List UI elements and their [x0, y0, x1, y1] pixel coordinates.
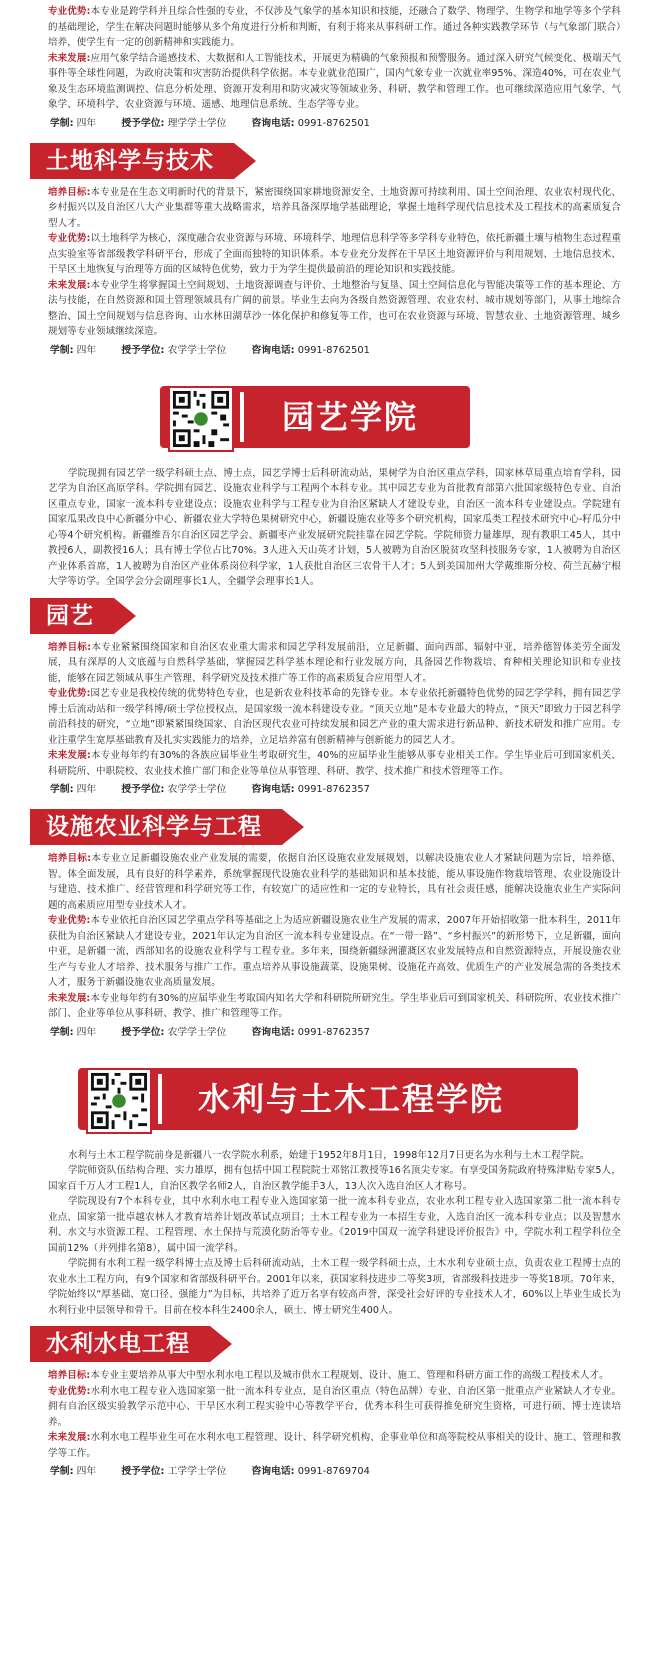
qr-code-icon	[168, 386, 234, 452]
college-banner	[0, 376, 649, 458]
paragraph: 水利与土木工程学院前身是新疆八一农学院水利系，始建于1952年8月1日，1998年12月7日更名为水利与土木工程学院。	[68, 1149, 590, 1161]
meta-key: 咨询电话:	[251, 1026, 295, 1038]
meta-value: 四年	[76, 784, 97, 795]
meta-row	[0, 1022, 649, 1044]
meta-value: 0991-8769704	[297, 1466, 370, 1477]
label: 专业优势:	[48, 233, 91, 244]
paragraph	[0, 1368, 649, 1384]
text: 园艺专业是我校传统的优势特色专业，也是新农业科技革命的先锋专业。本专业依托新疆特色优势的园艺学学科，拥有园艺学博士后流动站和一级学科博/硕士学位授权点，是国家级一流本科建设专业。“顶天立地”是本专业最大的特点，“顶天”即致力于园艺科学前沿科技的研究，“立地”即紧紧围绕国家、自治区现代农业可持续发展和园艺产业的重大需求进行新品种、新技术研发和推广应用。专业注重学生宽厚基础教育及扎实实践能力的培养，立足培养富有创新精神与创新能力的园艺人才。	[48, 688, 621, 746]
paragraph: 学院现设有7个本科专业，其中水利水电工程专业入选国家第一批一流本科专业点，农业水利工程专业入选国家第二批一流本科专业点、国家第一批卓越农林人才教育培养计划改革试点项目；土木工程专业为一本招生专业，入选自治区一流本科专业点；以及智慧水利、水文与水资源工程、工程管理、水土保持与荒漠化防治等专业。《2019中国双一流学科建设评价报告》中，学院水利工程学科位全国前12%（并列排名第8），属中国一流学科。	[48, 1196, 621, 1254]
meta-key: 学制:	[50, 117, 74, 129]
meta-value: 农学学士学位	[167, 1026, 227, 1038]
meta-value: 0991-8762501	[297, 344, 370, 356]
label: 未来发展:	[48, 279, 91, 291]
text: 本专业是在生态文明新时代的背景下，紧密围绕国家耕地资源安全、土地资源可持续利用、国土空间治理、农业农村现代化、乡村振兴以及自治区八大产业集群等重大战略需求，培养具备深厚地学基础理论，掌握土地科学现代信息技术及工程技术的高素质复合型人才。	[48, 186, 621, 229]
meta-key: 咨询电话:	[251, 784, 295, 795]
text: 应用气象学结合遥感技术、大数据和人工智能技术，开展更为精确的气象预报和预警服务。通过深入研究气候变化、极端天气事件等全球性问题，为政府决策和灾害防治提供科学依据。本专业就业范围广，国内气象专业一次就业率95%、深造40%，可在农业气象及生态环境监测调控、信息分析处理、资源开发利用和防灾减灾等领域业务、科研、教学和管理工作。也可继续深造应用气象学、气象学、环境科学、农业资源与环境、遥感、地理信息系统、生态学等专业。	[48, 52, 621, 110]
college-name: 园艺学院	[282, 397, 419, 436]
text: 本专业每年约有30%的应届毕业生考取国内知名大学和科研院所研究生。学生毕业后可到国家机关、科研院所、农业技术推广部门、企业等单位从事科研、教学、推广和管理等工作。	[48, 992, 621, 1019]
text: 水利水电工程毕业生可在水利水电工程管理、设计、科学研究机构、企事业单位和高等院校从事相关的设计、施工、管理和教学等工作。	[48, 1432, 621, 1459]
paragraph	[0, 748, 649, 779]
label: 培养目标:	[48, 1370, 91, 1381]
paragraph	[0, 686, 649, 748]
meta-value: 0991-8762357	[297, 784, 370, 795]
meta-key: 学制:	[50, 344, 74, 356]
text: 以土地科学为核心，深度融合农业资源与环境、环境科学、地理信息科学等多学科专业特色，依托新疆土壤与植物生态过程重点实验室等省部级教学科研平台，形成了全面而独特的知识体系。本专业充分发挥在干旱区土地资源评价与利用规划、土地信息技术、干旱区土地恢复与治理等方面的区域特色优势，致力于为学生提供最前沿的理论知识和实践技能。	[48, 233, 621, 275]
paragraph	[0, 4, 649, 51]
banner-separator	[240, 392, 244, 442]
meta-value: 四年	[76, 1466, 97, 1477]
paragraph	[0, 851, 649, 913]
college-banner	[0, 1058, 649, 1140]
paragraph	[0, 278, 649, 340]
paragraph: 学院现拥有园艺学一级学科硕士点、博士点，园艺学博士后科研流动站，果树学为自治区重点学科，国家林草局重点培育学科，园艺学为自治区高原学科。学院拥有园艺、设施农业科学与工程两个本科专业。其中园艺专业为首批教育部第六批国家级特色专业、自治区重点专业，国家一流本科专业建设点；设施农业科学与工程专业为自治区紧缺人才建设专业，自治区一流本科专业建设点。学院建有国家瓜果改良中心新疆分中心、新疆农业大学特色果树研究中心，新疆设施农业等多个研究机构，国家瓜类工程技术研究中心-籽瓜分中心等4个研究机构。新疆维吾尔自治区园艺学会、新疆枣产业发展研究院挂靠在园艺学院。学院师资力量雄厚，现有教职工45人，其中教授6人，副教授16人；具有博士学位占比70%。3人进入天山英才计划，5人被聘为自治区脱贫攻坚科技服务专家，1人被聘为自治区产业体系首席，1人被聘为自治区产业体系岗位科学家，1人获批自治区三农骨干人才；5人到美国加州大学戴维斯分校、荷兰瓦赫宁根大学等访学。全国学会分会副理事长1人，全疆学会理事长1人。	[48, 467, 621, 587]
label: 专业优势:	[48, 1385, 91, 1397]
paragraph	[0, 1384, 649, 1431]
text: 本专业立足新疆设施农业产业发展的需要，依据自治区设施农业发展规划，以解决设施农业人才紧缺问题为宗旨，培养德、智、体全面发展，具有良好的科学素养，系统掌握现代设施农业科学的基础知识和基本技能，能从事设施作物栽培管理、农业设施设计与建造、技术推广、经营管理和科学研究等工作，有较宽广的适应性和一定的专业特长，具有社会责任感，能解决设施农业生产实际问题的高素质应用型专业技术人才。	[48, 853, 621, 911]
paragraph	[0, 913, 649, 991]
text: 本专业主要培养从事大中型水利水电工程以及城市供水工程规划、设计、施工、管理和科研方面工作的高级工程技术人才。	[90, 1370, 609, 1381]
banner-separator	[158, 1074, 162, 1124]
meta-row	[0, 779, 649, 801]
meta-value: 0991-8762501	[297, 117, 370, 129]
major-title: 园艺	[30, 598, 114, 634]
meta-key: 授予学位:	[121, 1466, 165, 1477]
text: 本专业是跨学科并且综合性强的专业，不仅涉及气象学的基本知识和技能，还融合了数学、物理学、生物学和地学等多个学科的基础理论，学生在解决问题时能够从多个角度进行分析和判断，有利于将来从事科研工作。通过各种实践教学环节（与气象部门联合）培养，使学生有一定的创新精神和实践能力。	[48, 6, 621, 48]
text: 本专业紧紧围绕国家和自治区农业重大需求和园艺学科发展前沿，立足新疆、面向西部、辐射中亚，培养德智体美劳全面发展，具有深厚的人文底蕴与自然科学基础，掌握园艺科学基本理论和行业发展方向，具备园艺作物栽培、育种相关理论知识和专业技能，能够在园艺领域从事生产管理、科学研究及技术推广等工作的高素质复合应用型人才。	[48, 641, 621, 684]
label: 专业优势:	[48, 915, 91, 926]
major-title: 土地科学与技术	[30, 143, 234, 179]
meta-key: 授予学位:	[121, 784, 165, 795]
meta-value: 理学学士学位	[167, 117, 227, 129]
paragraph	[0, 185, 649, 232]
meta-key: 授予学位:	[121, 1026, 165, 1038]
meta-value: 农学学士学位	[167, 784, 227, 795]
major-title: 设施农业科学与工程	[30, 809, 282, 845]
meta-value: 四年	[76, 344, 97, 356]
label: 专业优势:	[48, 688, 91, 699]
label: 未来发展:	[48, 750, 91, 761]
meta-row	[0, 340, 649, 362]
meta-key: 学制:	[50, 1466, 74, 1477]
label: 培养目标:	[48, 186, 91, 198]
meta-value: 四年	[76, 1026, 97, 1038]
qr-code-graphic	[170, 388, 232, 450]
label: 培养目标:	[48, 853, 92, 864]
meta-value: 四年	[76, 117, 97, 129]
text: 本专业学生将掌握国土空间规划、土地资源调查与评价、土地整治与复垦、国土空间信息化与智能决策等工作的基本理论、方法与技能，在自然资源和国土管理领域具有广阔的前景。毕业生去向为各级自然资源管理、农业农村、城市规划等部门，从事土地综合整治、国土空间规划与信息咨询、山水林田湖草沙一体化保护和修复等工作，也可在农业资源与环境、智慧农业、土地资源管理、城乡规划等专业领域继续深造。	[48, 279, 621, 337]
paragraph	[0, 231, 649, 278]
text: 水利水电工程专业入选国家第一批一流本科专业点，是自治区重点（特色品牌）专业、自治区第一批重点产业紧缺人才专业。拥有自治区级实验教学示范中心、干旱区水利工程实验中心等教学平台，优秀本科生可获得推免研究生资格，可进行硕、博士连读培养。	[48, 1385, 621, 1428]
meta-value: 0991-8762357	[297, 1026, 370, 1038]
meta-key: 授予学位:	[121, 344, 165, 356]
paragraph: 学院师资队伍结构合理、实力雄厚，拥有包括中国工程院院士邓铭江教授等16名顶尖专家。有享受国务院政府特殊津贴专家5人，国家百千万人才工程1人，自治区教学名师2人，自治区教学能手3人，13人次入选自治区人才称号。	[48, 1165, 621, 1192]
meta-row	[0, 113, 649, 135]
text: 本专业每年约有30%的各族应届毕业生考取研究生，40%的应届毕业生能够从事专业相关工作。学生毕业后可到国家机关、科研院所、中职院校、农业技术推广部门和企业等单位从事管理、科研、教学、技术推广和技术管理等工作。	[48, 750, 621, 777]
major-title: 水利水电工程	[30, 1326, 210, 1362]
label: 未来发展:	[48, 1432, 91, 1443]
meta-key: 咨询电话:	[251, 1466, 295, 1477]
meta-value: 农学学士学位	[167, 344, 227, 356]
paragraph	[0, 640, 649, 687]
meta-key: 咨询电话:	[251, 117, 295, 129]
meta-row	[0, 1461, 649, 1483]
paragraph	[0, 1430, 649, 1461]
meta-key: 授予学位:	[121, 117, 165, 129]
text: 本专业依托自治区园艺学重点学科等基础之上为适应新疆设施农业生产发展的需求，2007年开始招收第一批本科生，2011年获批为自治区紧缺人才建设专业，2021年认定为自治区一流本科专业建设点。在“一带一路”、“乡村振兴”的新形势下，立足新疆，面向中亚，是新疆一流，西部知名的设施农业科学与工程专业。多年来，围绕新疆绿洲灌溉区农业发展特点和自然资源特点，开展设施农业生产与专业人才培养、技术服务与推广工作。重点培养从事设施蔬菜、设施果树、设施花卉高效、优质生产的产业发展急需的各类技术人才，服务于新疆设施农业高质量发展。	[48, 915, 621, 988]
meta-key: 学制:	[50, 784, 74, 795]
label: 未来发展:	[48, 52, 91, 64]
label: 培养目标:	[48, 641, 92, 653]
qr-code-graphic	[88, 1070, 150, 1132]
paragraph	[0, 991, 649, 1022]
label: 专业优势:	[48, 6, 91, 17]
meta-key: 咨询电话:	[251, 344, 295, 356]
qr-code-icon	[86, 1068, 152, 1134]
meta-value: 工学学士学位	[167, 1466, 227, 1477]
paragraph: 学院拥有水利工程一级学科博士点及博士后科研流动站，土木工程一级学科硕士点，土木水利专业硕士点，负责农业工程博士点的农业水土工程方向，有9个国家和省部级科研平台。2001年以来，获国家科技进步二等奖3项，省部级科技进步一等奖18项。70年来，学院始终以“厚基础、宽口径、强能力”为目标，共培养了近万名享有较高声誉，深受社会好评的专业技术人才，60%以上毕业生成长为水利行业中层领导和骨干。目前在校本科生2400余人，硕士、博士研究生400人。	[48, 1258, 621, 1316]
paragraph	[0, 51, 649, 113]
label: 未来发展:	[48, 992, 91, 1004]
meta-key: 学制:	[50, 1026, 74, 1038]
college-name: 水利与土木工程学院	[198, 1079, 505, 1118]
